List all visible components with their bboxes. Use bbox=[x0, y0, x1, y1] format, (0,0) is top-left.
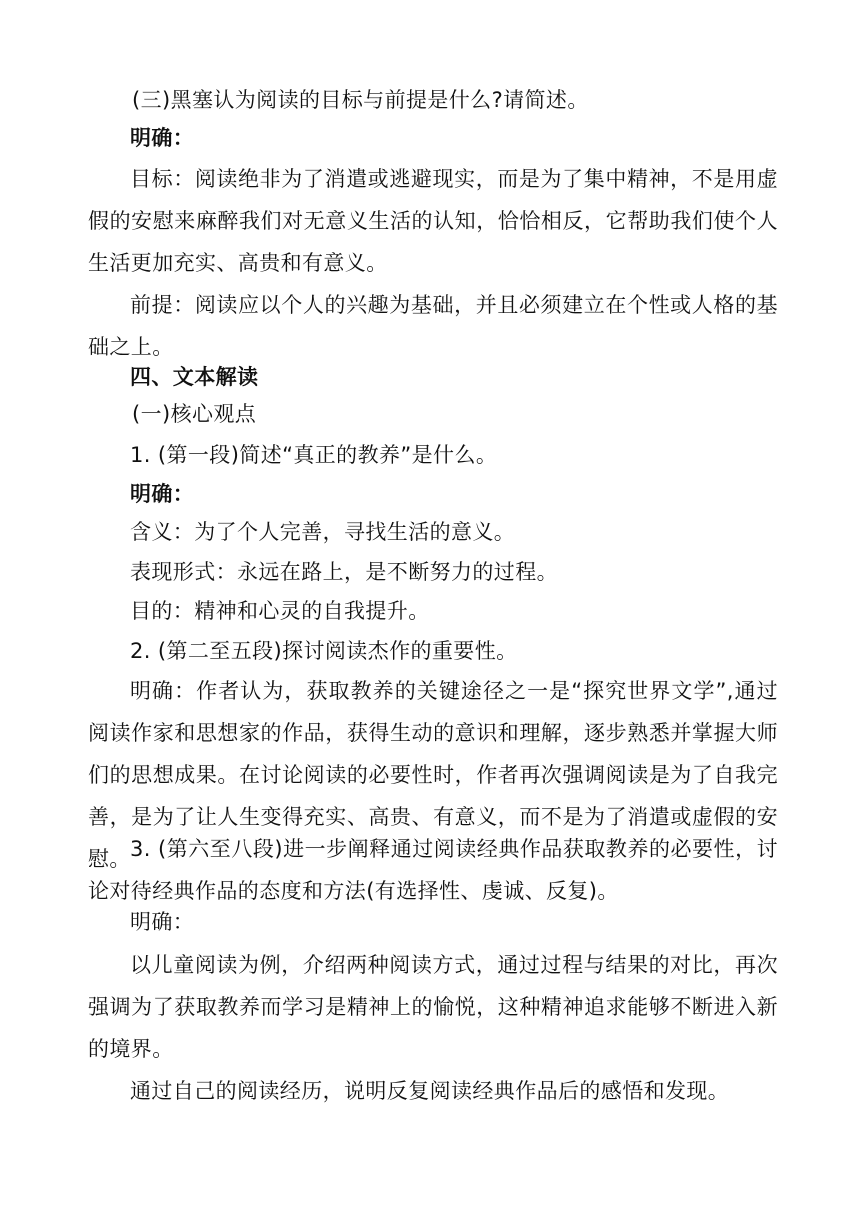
purpose-line: 目的：精神和心灵的自我提升。 bbox=[130, 599, 430, 623]
item-1-title: 1. (第一段)简述“真正的教养”是什么。 bbox=[130, 443, 498, 467]
form-line: 表现形式：永远在路上，是不断努力的过程。 bbox=[130, 560, 558, 584]
item-2-title: 2. (第二至五段)探讨阅读杰作的重要性。 bbox=[130, 639, 518, 663]
meaning-line: 含义：为了个人完善，寻找生活的意义。 bbox=[130, 520, 516, 544]
answer-label-2: 明确： bbox=[130, 482, 195, 506]
reading-premise-paragraph: 前提：阅读应以个人的兴趣为基础，并且必须建立在个性或人格的基础之上。 bbox=[88, 293, 778, 359]
answer-label-1: 明确： bbox=[130, 126, 195, 150]
core-viewpoints-heading: (一)核心观点 bbox=[132, 402, 257, 426]
child-reading-paragraph: 以儿童阅读为例，介绍两种阅读方式，通过过程与结果的对比，再次强调为了获取教养而学习是精神上的愉悦，这种精神追求能够不断进入新的境界。 bbox=[88, 953, 778, 1061]
own-reading-paragraph: 通过自己的阅读经历，说明反复阅读经典作品后的感悟和发现。 bbox=[130, 1079, 730, 1103]
answer-label-3: 明确： bbox=[130, 910, 195, 934]
reading-target-paragraph: 目标：阅读绝非为了消遣或逃避现实，而是为了集中精神，不是用虚假的安慰来麻醉我们对无意义生活的认知，恰恰相反，它帮助我们使个人生活更加充实、高贵和有意义。 bbox=[88, 167, 778, 275]
question-3-title: (三)黑塞认为阅读的目标与前提是什么?请简述。 bbox=[132, 88, 589, 112]
section-4-heading: 四、文本解读 bbox=[130, 365, 259, 389]
item-3-title-paragraph: 3. (第六至八段)进一步阐释通过阅读经典作品获取教养的必要性，讨论对待经典作品的态度和方法(有选择性、虔诚、反复)。 bbox=[88, 837, 778, 903]
item-2-answer-paragraph: 明确：作者认为，获取教养的关键途径之一是“探究世界文学”,通过阅读作家和思想家的作品，获得生动的意识和理解，逐步熟悉并掌握大师们的思想成果。在讨论阅读的必要性时，作者再次强调阅读是为了自我完善，是为了让人生变得充实、高贵、有意义，而不是为了消遣或虚假的安慰。 bbox=[88, 679, 778, 871]
